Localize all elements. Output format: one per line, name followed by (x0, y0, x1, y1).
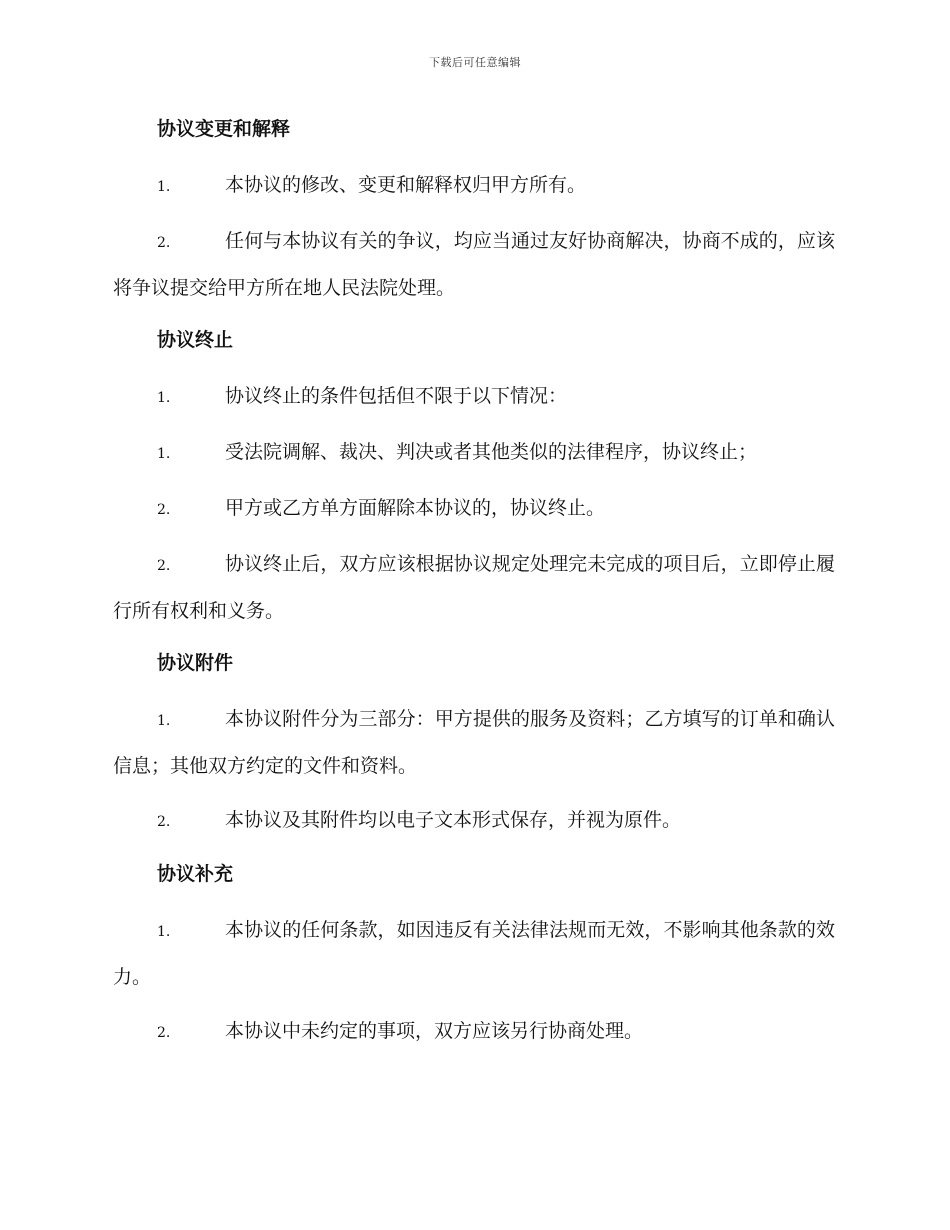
list-item (113, 374, 835, 421)
item-number: 2. (157, 558, 171, 574)
item-number: 1. (157, 713, 171, 729)
document-body (113, 109, 835, 1065)
section-amendment (113, 109, 835, 311)
list-item (113, 163, 835, 210)
list-item (113, 542, 835, 634)
item-text: 任何与本协议有关的争议，均应当通过友好协商解决，协商不成的，应该将争议提交给甲方所在地人民法院处理。 (113, 230, 835, 299)
list-item (113, 798, 835, 845)
list-item (113, 697, 835, 789)
item-number: 2. (157, 814, 171, 830)
item-number: 2. (157, 1025, 171, 1041)
item-number: 2. (157, 235, 171, 251)
list-item (113, 1009, 835, 1056)
item-text: 本协议中未约定的事项，双方应该另行协商处理。 (225, 1020, 644, 1042)
section-attachments (113, 643, 835, 845)
item-number: 1. (157, 924, 171, 940)
item-text: 本协议及其附件均以电子文本形式保存，并视为原件。 (225, 809, 682, 831)
item-text: 协议终止后，双方应该根据协议规定处理完未完成的项目后，立即停止履行所有权利和义务。 (113, 553, 835, 622)
section-supplement (113, 854, 835, 1056)
section-title: 协议附件 (157, 652, 234, 674)
list-item (113, 486, 835, 533)
item-text: 甲方或乙方单方面解除本协议的，协议终止。 (225, 497, 606, 519)
section-title: 协议终止 (157, 329, 234, 351)
item-number: 2. (157, 502, 171, 518)
item-text: 协议终止的条件包括但不限于以下情况： (225, 385, 568, 407)
list-item (113, 908, 835, 1000)
header-note: 下载后可任意编辑 (429, 56, 521, 69)
item-number: 1. (157, 179, 171, 195)
item-text: 本协议附件分为三部分：甲方提供的服务及资料；乙方填写的订单和确认信息；其他双方约定的文件和资料。 (113, 708, 835, 777)
section-title: 协议补充 (157, 863, 234, 885)
item-number: 1. (157, 390, 171, 406)
section-termination (113, 320, 835, 634)
list-item (113, 430, 835, 477)
item-text: 本协议的修改、变更和解释权归甲方所有。 (225, 174, 587, 196)
list-item (113, 219, 835, 311)
item-number: 1. (157, 446, 171, 462)
item-text: 受法院调解、裁决、判决或者其他类似的法律程序，协议终止； (225, 441, 758, 463)
item-text: 本协议的任何条款，如因违反有关法律法规而无效，不影响其他条款的效力。 (113, 919, 835, 988)
section-title: 协议变更和解释 (157, 118, 291, 140)
